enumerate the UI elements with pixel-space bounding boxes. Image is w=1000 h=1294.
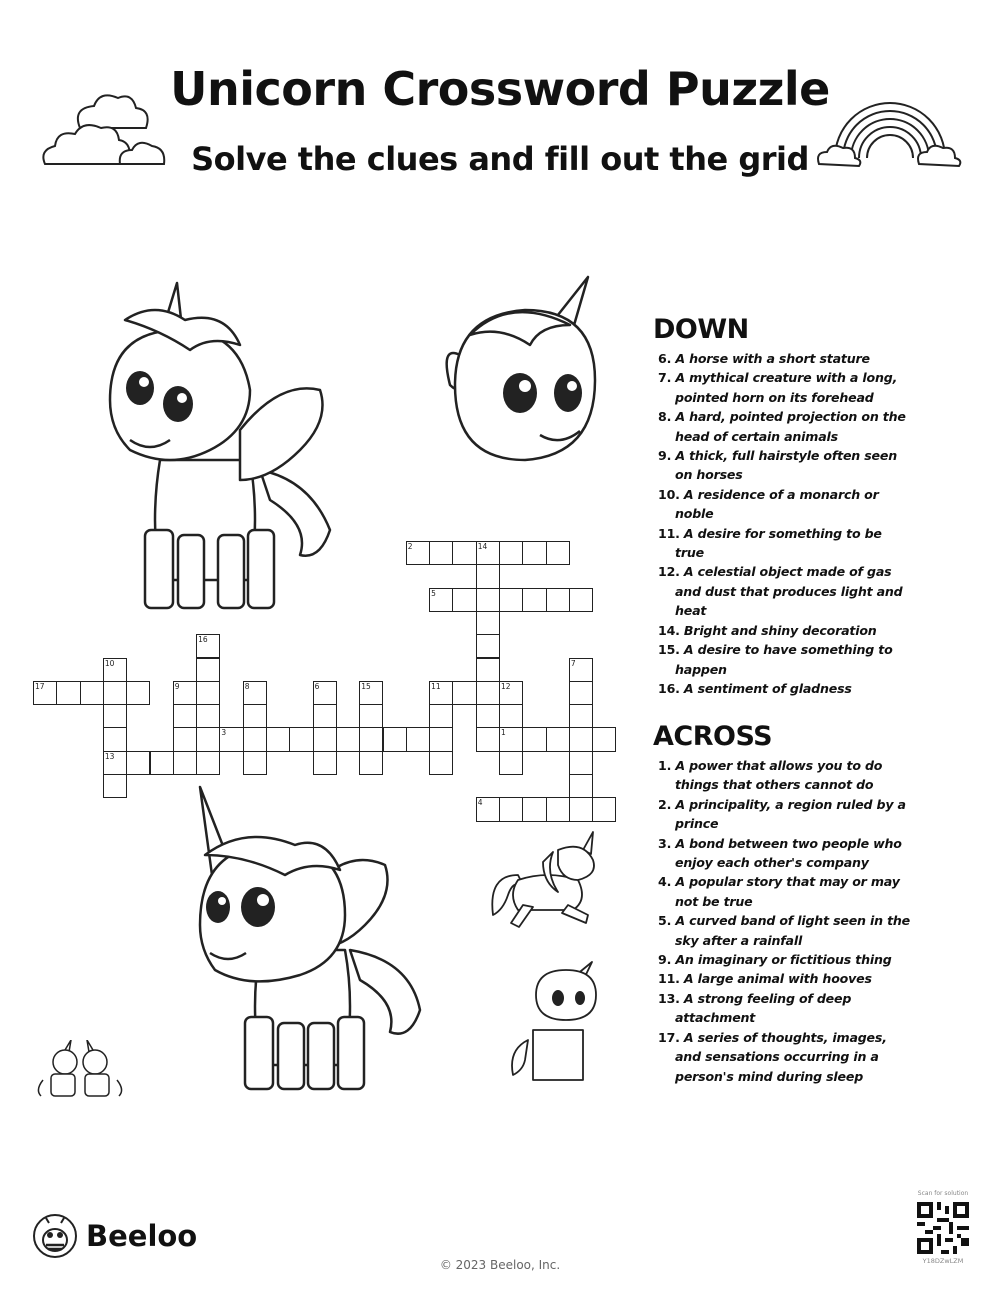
down-clue <box>653 368 913 407</box>
across-clue <box>653 834 913 873</box>
across-clue <box>653 795 913 834</box>
crossword-cell[interactable] <box>359 681 383 705</box>
across-clue <box>653 969 913 988</box>
crossword-cell[interactable] <box>103 658 127 682</box>
across-heading: ACROSS <box>653 721 773 752</box>
crossword-cell[interactable] <box>476 681 500 705</box>
crossword-cell[interactable] <box>522 727 546 751</box>
crossword-cell[interactable] <box>569 658 593 682</box>
crossword-cell[interactable] <box>313 681 337 705</box>
clue-number: 11. <box>658 525 684 541</box>
clue-number: 4. <box>658 874 676 890</box>
down-clue <box>653 679 913 698</box>
across-clue <box>653 756 913 795</box>
crossword-cell[interactable] <box>452 681 476 705</box>
crossword-cell[interactable] <box>499 681 523 705</box>
crossword-cell[interactable] <box>569 681 593 705</box>
crossword-cell[interactable] <box>289 727 313 751</box>
crossword-cell[interactable] <box>243 704 267 728</box>
cell-number: 14 <box>477 542 488 551</box>
crossword-cell[interactable] <box>429 704 453 728</box>
crossword-cell[interactable] <box>313 704 337 728</box>
cell-number: 16 <box>198 635 208 645</box>
clue-number: 5. <box>658 913 676 929</box>
crossword-cell[interactable] <box>196 704 220 728</box>
cell-number: 17 <box>35 681 45 691</box>
clue-text: A desire for something to be true <box>675 525 882 561</box>
clue-number: 16. <box>658 680 684 696</box>
crossword-cell[interactable] <box>429 541 453 565</box>
crossword-cell[interactable] <box>336 727 360 751</box>
crossword-cell[interactable] <box>546 727 570 751</box>
clue-number: 10. <box>658 486 684 502</box>
clue-text: A series of thoughts, images, and sensations occurring in a person's mind during sleep <box>675 1029 887 1084</box>
clue-text: An imaginary or fictitious thing <box>675 952 892 968</box>
crossword-cell[interactable] <box>196 681 220 705</box>
crossword-cell[interactable] <box>126 751 150 775</box>
crossword-cell[interactable] <box>452 541 476 565</box>
clue-text: A hard, pointed projection on the head of certain animals <box>675 409 906 444</box>
clue-number: 8. <box>658 409 676 425</box>
across-clues <box>653 721 913 1086</box>
across-clue <box>653 911 913 950</box>
crossword-cell[interactable] <box>196 658 220 682</box>
crossword-cell[interactable] <box>569 704 593 728</box>
crossword-cell[interactable] <box>569 727 593 751</box>
crossword-cell[interactable] <box>476 611 500 635</box>
across-clue <box>653 1028 913 1086</box>
crossword-cell[interactable] <box>499 588 523 612</box>
crossword-cell[interactable] <box>499 704 523 728</box>
qr-caption: Scan for solution <box>917 1190 969 1197</box>
clue-number: 11. <box>658 971 684 987</box>
clue-text: A horse with a short stature <box>675 351 870 366</box>
clue-number: 14. <box>658 622 684 638</box>
clue-text: A mythical creature with a long, pointed horn on its forehead <box>675 370 898 405</box>
clue-text: A popular story that may or may not be true <box>675 874 900 909</box>
clue-text: A thick, full hairstyle often seen on horses <box>675 448 897 483</box>
page-subtitle: Solve the clues and fill out the grid <box>191 140 809 178</box>
crossword-cell[interactable] <box>173 681 197 705</box>
crossword-cell[interactable] <box>569 751 593 775</box>
crossword-cell[interactable] <box>476 658 500 682</box>
cell-number: 9 <box>174 681 180 691</box>
unicorn-pair-illustration <box>35 1040 130 1100</box>
crossword-cell[interactable] <box>546 797 570 821</box>
down-clue <box>653 407 913 446</box>
crossword-cell[interactable] <box>546 541 570 565</box>
clue-text: A curved band of light seen in the sky after a rainfall <box>675 913 911 948</box>
cell-number: 1 <box>501 728 506 738</box>
crossword-cell[interactable] <box>452 588 476 612</box>
unicorn-head-illustration <box>440 275 600 465</box>
clue-number: 7. <box>658 370 676 386</box>
crossword-cell[interactable] <box>429 727 453 751</box>
crossword-cell[interactable] <box>569 588 593 612</box>
cell-number: 3 <box>221 728 227 738</box>
clue-text: A principality, a region ruled by a prince <box>675 796 906 832</box>
cell-number: 12 <box>501 681 511 691</box>
crossword-cell[interactable] <box>476 634 500 658</box>
crossword-cell[interactable] <box>476 541 500 565</box>
clue-text: A residence of a monarch or noble <box>675 486 879 522</box>
crossword-cell[interactable] <box>499 751 523 775</box>
winged-unicorn-illustration <box>100 280 350 615</box>
rainbow-illustration <box>815 92 965 172</box>
clue-text: A celestial object made of gas and dust that produces light and heat <box>675 564 903 619</box>
clouds-illustration <box>40 88 170 170</box>
crossword-cell[interactable] <box>569 797 593 821</box>
crossword-cell[interactable] <box>173 704 197 728</box>
galloping-unicorn-illustration <box>488 830 613 935</box>
down-clue <box>653 562 913 620</box>
clue-number: 2. <box>658 796 676 812</box>
clue-number: 15. <box>658 642 684 658</box>
crossword-cell[interactable] <box>266 727 290 751</box>
clue-number: 1. <box>658 758 676 773</box>
crossword-cell[interactable] <box>429 751 453 775</box>
brand-name: Beeloo <box>86 1219 198 1253</box>
crossword-cell[interactable] <box>499 797 523 821</box>
across-clue <box>653 950 913 969</box>
clue-text: A bond between two people who enjoy each other's company <box>675 835 902 871</box>
cell-number: 6 <box>314 681 320 691</box>
crossword-cell[interactable] <box>429 588 453 612</box>
crossword-cell[interactable] <box>243 681 267 705</box>
crossword-cell[interactable] <box>126 681 150 705</box>
crossword-cell[interactable] <box>569 774 593 798</box>
across-clue <box>653 872 913 911</box>
clue-number: 17. <box>658 1029 684 1045</box>
clue-number: 6. <box>658 351 676 366</box>
crossword-cell[interactable] <box>383 727 407 751</box>
crossword-cell[interactable] <box>103 751 127 775</box>
down-clue <box>653 621 913 640</box>
clue-number: 13. <box>658 990 684 1006</box>
clue-number: 3. <box>658 835 676 851</box>
clue-number: 12. <box>658 564 684 580</box>
crossword-cell[interactable] <box>522 588 546 612</box>
crossword-cell[interactable] <box>243 751 267 775</box>
cell-number: 11 <box>431 681 441 691</box>
crossword-cell[interactable] <box>546 588 570 612</box>
down-heading: DOWN <box>653 314 749 345</box>
cell-number: 15 <box>361 681 371 691</box>
crossword-cell[interactable] <box>476 727 500 751</box>
crossword-cell[interactable] <box>499 541 523 565</box>
crossword-cell[interactable] <box>359 704 383 728</box>
crossword-cell[interactable] <box>80 681 104 705</box>
clue-text: A power that allows you to do things that others cannot do <box>675 758 883 793</box>
across-clue <box>653 989 913 1028</box>
cell-number: 8 <box>244 681 250 691</box>
cell-number: 13 <box>104 751 115 761</box>
crossword-cell[interactable] <box>592 797 616 821</box>
down-clue <box>653 446 913 485</box>
crossword-cell[interactable] <box>499 727 523 751</box>
crossword-cell[interactable] <box>522 797 546 821</box>
crossword-cell[interactable] <box>150 751 174 775</box>
crossword-cell[interactable] <box>476 564 500 588</box>
down-clue <box>653 524 913 563</box>
crossword-cell[interactable] <box>406 727 430 751</box>
cell-number: 5 <box>431 588 436 598</box>
crossword-cell[interactable] <box>196 634 220 658</box>
crossword-cell[interactable] <box>359 727 383 751</box>
crossword-cell[interactable] <box>173 727 197 751</box>
clue-text: A large animal with hooves <box>683 971 872 987</box>
copyright-text: © 2023 Beeloo, Inc. <box>439 1258 561 1272</box>
down-clue <box>653 640 913 679</box>
crossword-cell[interactable] <box>313 751 337 775</box>
qr-code-id: Y18DZwLZM <box>922 1257 964 1265</box>
crossword-cell[interactable] <box>33 681 57 705</box>
cell-number: 7 <box>570 658 576 668</box>
clue-text: A desire to have something to happen <box>675 642 893 677</box>
crossword-cell[interactable] <box>522 541 546 565</box>
standing-unicorn-illustration <box>190 785 425 1095</box>
clue-text: A sentiment of gladness <box>683 680 852 696</box>
cell-number: 2 <box>407 542 413 551</box>
cell-number: 10 <box>104 658 115 668</box>
crossword-cell[interactable] <box>429 681 453 705</box>
down-clue <box>653 349 913 368</box>
small-unicorn-illustration <box>508 960 603 1090</box>
crossword-cell[interactable] <box>103 681 127 705</box>
crossword-cell[interactable] <box>359 751 383 775</box>
crossword-cell[interactable] <box>592 727 616 751</box>
crossword-cell[interactable] <box>313 727 337 751</box>
crossword-cell[interactable] <box>476 704 500 728</box>
crossword-cell[interactable] <box>103 727 127 751</box>
page-title: Unicorn Crossword Puzzle <box>170 62 830 116</box>
crossword-cell[interactable] <box>103 774 127 798</box>
cell-number: 4 <box>477 798 483 808</box>
qr-code-icon[interactable] <box>917 1202 969 1254</box>
crossword-cell[interactable] <box>196 727 220 751</box>
crossword-cell[interactable] <box>476 588 500 612</box>
clue-text: A strong feeling of deep attachment <box>675 990 852 1026</box>
clue-number: 9. <box>658 952 676 968</box>
down-clues <box>653 314 913 698</box>
down-clue <box>653 485 913 524</box>
clue-number: 9. <box>658 448 676 464</box>
crossword-cell[interactable] <box>406 541 430 565</box>
crossword-cell[interactable] <box>219 727 243 751</box>
crossword-cell[interactable] <box>476 797 500 821</box>
clue-text: Bright and shiny decoration <box>683 622 877 638</box>
crossword-cell[interactable] <box>196 751 220 775</box>
crossword-cell[interactable] <box>173 751 197 775</box>
crossword-cell[interactable] <box>56 681 80 705</box>
crossword-cell[interactable] <box>243 727 267 751</box>
beeloo-logo-icon <box>32 1213 78 1259</box>
crossword-cell[interactable] <box>103 704 127 728</box>
